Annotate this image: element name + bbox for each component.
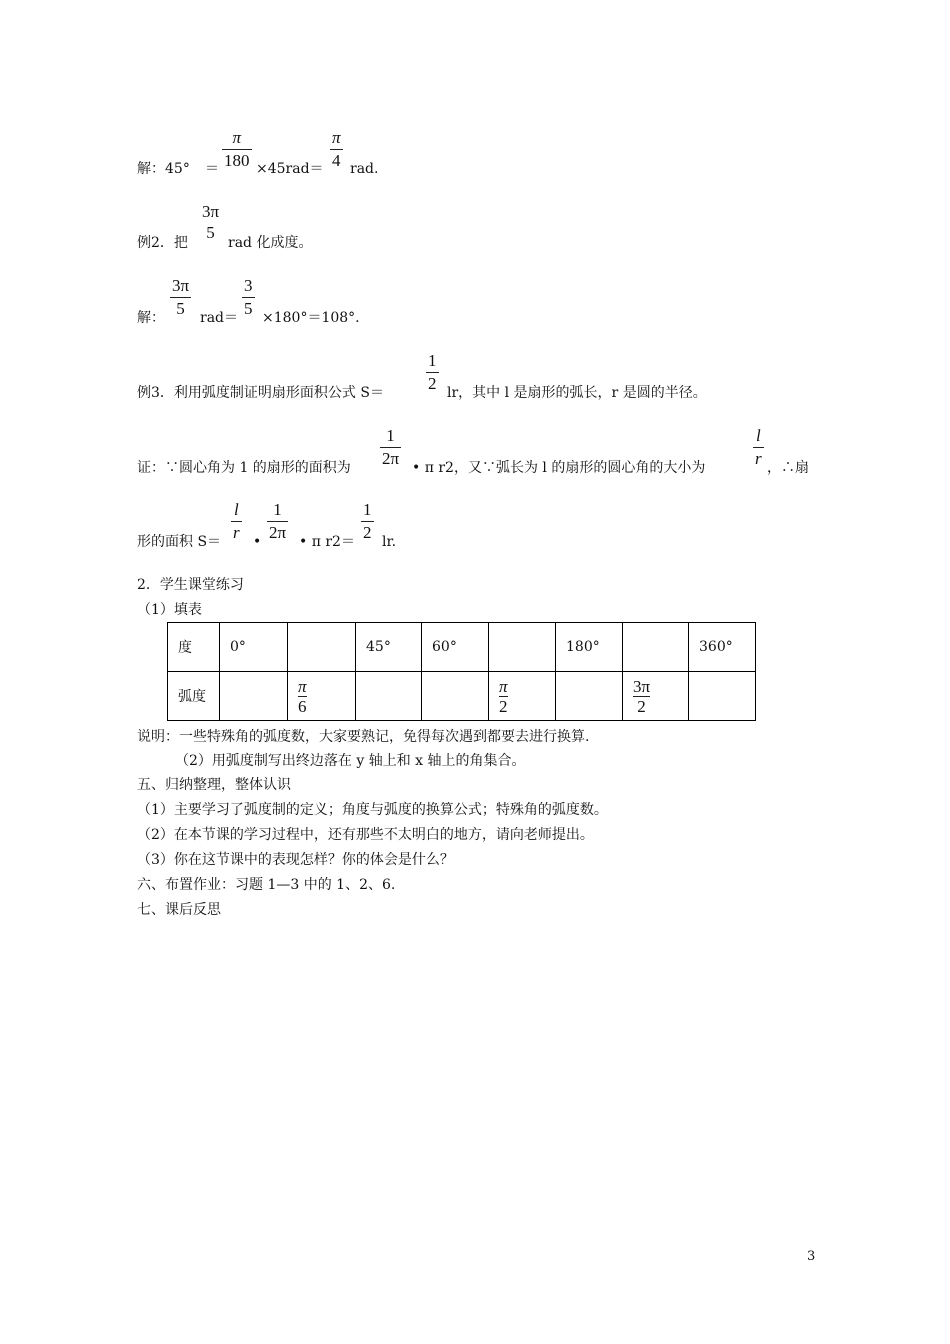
proof-fraction-5: 1 2 xyxy=(363,500,372,542)
table-cell: 60° xyxy=(422,623,489,672)
practice-table xyxy=(167,622,756,721)
table-header-degree: 度 xyxy=(168,623,220,672)
table-cell: 360° xyxy=(689,623,756,672)
table-cell xyxy=(489,623,556,672)
proof-line1-a: 证：∵圆心角为 1 的扇形的面积为 xyxy=(137,460,351,476)
table-cell: 0° xyxy=(220,623,288,672)
proof-fraction-2: l r xyxy=(755,426,762,468)
proof-line2-a: 形的面积 S＝ xyxy=(137,534,222,550)
ex2-sol-tail: ×180°＝108°. xyxy=(262,310,360,326)
radian-fraction-pi-2: $\frac{\pi}{2}$ xyxy=(499,676,508,716)
table-cell xyxy=(556,672,623,721)
table-cell xyxy=(623,623,689,672)
ex3-fraction: 1 2 xyxy=(428,351,437,393)
proof-dot: • xyxy=(253,534,262,550)
ex1-tail: rad. xyxy=(350,161,379,177)
ex2-sol-fraction-1: 3π 5 xyxy=(172,276,190,318)
ex1-fraction-2: π 4 xyxy=(332,128,341,170)
table-cell xyxy=(489,672,556,721)
table-cell xyxy=(220,672,288,721)
ex2-sol-fraction-2: 3 5 xyxy=(244,276,253,318)
proof-fraction-3: l r xyxy=(233,500,240,542)
proof-fraction-4: 1 2π xyxy=(269,500,287,542)
page-number: 3 xyxy=(807,1249,816,1264)
table-header-radian: 弧度 xyxy=(168,672,220,721)
summary-item: （1）主要学习了弧度制的定义；角度与弧度的换算公式；特殊角的弧度数。 xyxy=(137,802,608,818)
ex2-label: 例2．把 xyxy=(137,235,188,251)
ex2-fraction: 3π 5 xyxy=(202,202,220,242)
sub-2: （2）用弧度制写出终边落在 y 轴上和 x 轴上的角集合。 xyxy=(175,753,526,769)
table-cell: 45° xyxy=(356,623,422,672)
summary-item: （3）你在这节课中的表现怎样？你的体会是什么？ xyxy=(137,852,454,868)
table-cell xyxy=(689,672,756,721)
table-cell xyxy=(288,672,356,721)
table-cell xyxy=(623,672,689,721)
table-cell xyxy=(422,672,489,721)
ex1-equals: ＝ xyxy=(205,161,219,177)
ex1-fraction-1: π 180 xyxy=(224,128,250,170)
section-5-title: 五、归纳整理，整体认识 xyxy=(137,777,291,793)
proof-fraction-1: 1 2π xyxy=(382,426,400,468)
proof-line2-b: • π r2＝ xyxy=(299,534,355,550)
ex2-sol-mid: rad＝ xyxy=(200,310,239,326)
proof-line1-b: • π r2，又∵弧长为 l 的扇形的圆心角的大小为 xyxy=(412,460,706,476)
section-7: 七、课后反思 xyxy=(137,902,221,918)
ex2-sol-label: 解： xyxy=(137,310,165,326)
table-cell xyxy=(288,623,356,672)
ex1-label: 解：45° xyxy=(137,161,190,177)
section-6: 六、布置作业：习题 1—3 中的 1、2、6. xyxy=(137,877,396,893)
radian-fraction-pi-6: $\frac{\pi}{6}$ xyxy=(298,676,307,716)
proof-line2-c: lr. xyxy=(382,534,397,550)
ex1-mid: ×45rad＝ xyxy=(256,161,324,177)
section-2-title: 2．学生课堂练习 xyxy=(137,577,244,593)
table-cell: 180° xyxy=(556,623,623,672)
note: 说明：一些特殊角的弧度数，大家要熟记，免得每次遇到都要去进行换算. xyxy=(137,729,590,745)
ex2-tail: rad 化成度。 xyxy=(228,235,313,251)
radian-fraction-3pi-2: $\frac{3\pi}{2}$ xyxy=(633,676,651,716)
ex3-tail: lr，其中 l 是扇形的弧长，r 是圆的半径。 xyxy=(447,385,707,401)
ex3-label: 例3．利用弧度制证明扇形面积公式 S＝ xyxy=(137,385,384,401)
sub-1-title: （1）填表 xyxy=(137,602,202,618)
summary-item: （2）在本节课的学习过程中，还有那些不太明白的地方，请向老师提出。 xyxy=(137,827,594,843)
table-row-radians xyxy=(168,672,756,721)
proof-line1-c: ，∴扇 xyxy=(767,460,809,476)
table-cell xyxy=(356,672,422,721)
table-row-degrees xyxy=(168,623,756,672)
